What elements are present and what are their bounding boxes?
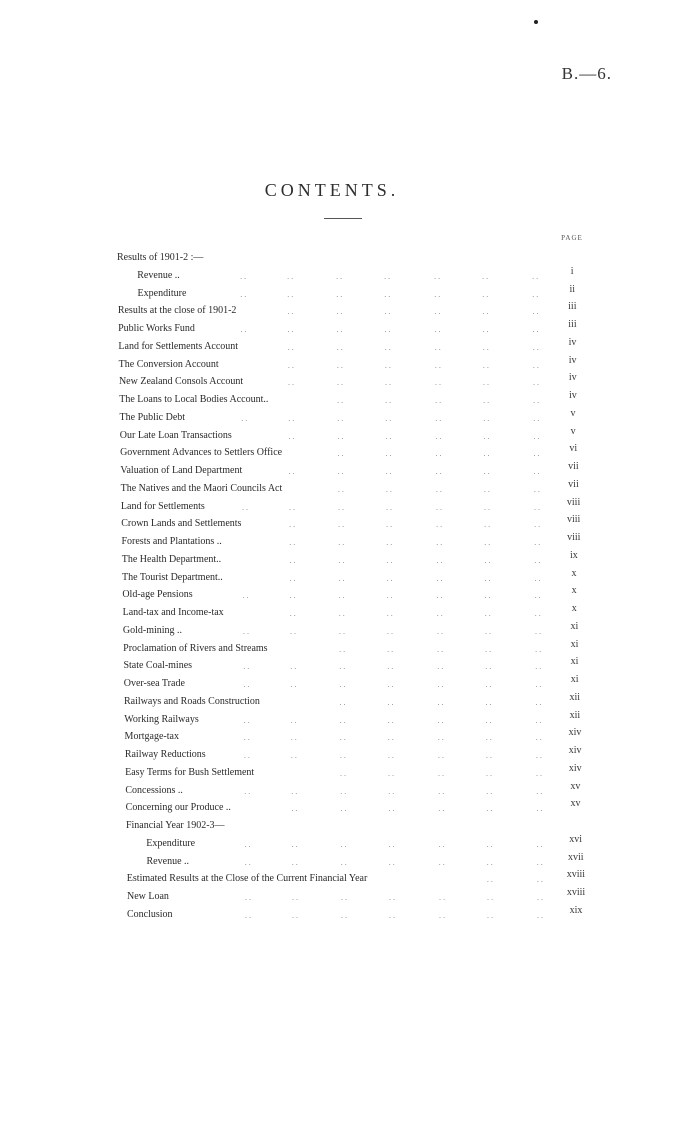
toc-entry-page: vii bbox=[568, 478, 579, 490]
toc-entry-page: x bbox=[571, 567, 577, 579]
toc-entry: The Public Debt . . . . . . . . . . . . . . v bbox=[0, 410, 700, 426]
toc-entry-title: The Health Department.. bbox=[121, 553, 222, 565]
toc-entry: New Zealand Consols Account . . . . . . . . . . . . iv bbox=[0, 374, 700, 390]
toc-entry-title: Land for Settlements bbox=[120, 500, 205, 512]
toc-entry-page: xv bbox=[570, 780, 581, 792]
page-title: CONTENTS. bbox=[264, 180, 400, 200]
toc-entry: Working Railways . . . . . . . . . . . . . . xii bbox=[0, 712, 700, 728]
toc-entry-page: xvi bbox=[569, 833, 583, 845]
toc-entry-title: Public Works Fund bbox=[118, 323, 195, 334]
toc-entry: Land for Settlements . . . . . . . . . . . . . . viii bbox=[0, 499, 700, 515]
toc-entry: The Loans to Local Bodies Account.. . . . . . . . . . . iv bbox=[0, 392, 700, 408]
toc-entry-page: v bbox=[570, 407, 576, 419]
toc-entry-title: Concessions .. bbox=[125, 784, 183, 796]
toc-entry-page: xi bbox=[570, 674, 579, 685]
toc-entry-page: xv bbox=[570, 798, 581, 810]
toc-entry: Forests and Plantations .. . . . . . . . . . . . . viii bbox=[0, 534, 700, 550]
toc-entry-page: iv bbox=[569, 390, 577, 401]
toc-entry-title: State Coal-mines bbox=[123, 660, 193, 672]
toc-entry-page: xi bbox=[570, 656, 579, 668]
toc-entry-page: xi bbox=[570, 638, 579, 650]
toc-entry-page: xi bbox=[570, 620, 579, 632]
toc-entry-title: Proclamation of Rivers and Streams bbox=[123, 642, 268, 654]
toc-entry-page: xiv bbox=[568, 727, 582, 739]
toc-entry-page: xviii bbox=[566, 869, 586, 881]
toc-entry-page: viii bbox=[566, 496, 581, 508]
toc-entry-page: xiv bbox=[568, 762, 582, 774]
toc-entry: Results at the close of 1901-2 . . . . . . . . . . . . iii bbox=[0, 303, 700, 319]
toc-entry: Railway Reductions . . . . . . . . . . . . . . xiv bbox=[0, 747, 700, 763]
toc-entry bbox=[0, 250, 700, 266]
toc-entry-title: Over-sea Trade bbox=[123, 678, 185, 689]
toc-entry-page: iv bbox=[568, 354, 577, 366]
toc-entry: New Loan . . . . . . . . . . . . . . xviii bbox=[0, 889, 700, 905]
toc-entry: Proclamation of Rivers and Streams . . . . . . . . . . xi bbox=[0, 641, 700, 657]
toc-entry: Railways and Roads Construction . . . . . . . . . . xii bbox=[0, 694, 700, 710]
toc-entry-title: Financial Year 1902-3— bbox=[125, 820, 225, 831]
toc-entry: Land-tax and Income-tax . . . . . . . . . . . . x bbox=[0, 605, 700, 621]
toc-entry: Our Late Loan Transactions . . . . . . . . . . . . v bbox=[0, 428, 700, 444]
toc-entry-page: ix bbox=[570, 549, 578, 561]
toc-entry-title: Working Railways bbox=[124, 713, 199, 725]
toc-entry-title: The Public Debt bbox=[119, 411, 186, 423]
toc-entry: The Conversion Account . . . . . . . . . . . . iv bbox=[0, 357, 700, 373]
toc-entry-page: xiv bbox=[568, 745, 582, 756]
toc-entry: Government Advances to Settlers Office . . . . . . . . . . vi bbox=[0, 445, 700, 461]
toc-entry-title: Easy Terms for Bush Settlement bbox=[125, 766, 255, 778]
toc-entry-page: xix bbox=[569, 904, 583, 916]
toc-entry-page: xii bbox=[569, 709, 581, 721]
toc-entry: Expenditure . . . . . . . . . . . . . . xvi bbox=[0, 836, 700, 852]
toc-entry: The Tourist Department.. . . . . . . . . . . . . x bbox=[0, 570, 700, 586]
toc-entry-page: viii bbox=[567, 532, 581, 543]
toc-entry: Expenditure . . . . . . . . . . . . . . ii bbox=[0, 286, 700, 302]
toc-entry-page: vii bbox=[568, 461, 579, 472]
toc-entry-page: xii bbox=[569, 691, 581, 703]
toc-entry: The Natives and the Maori Councils Act . . . . . . . . . . vii bbox=[0, 481, 700, 497]
toc-entry-title: Crown Lands and Settlements bbox=[121, 518, 242, 530]
toc-entry-title: The Loans to Local Bodies Account.. bbox=[119, 394, 269, 405]
toc-entry-page: iv bbox=[568, 336, 577, 348]
toc-entry-title: Results of 1901-2 :— bbox=[117, 252, 204, 263]
toc-entry-title: Old-age Pensions bbox=[122, 589, 193, 601]
toc-entry-title: New Loan bbox=[127, 891, 169, 902]
toc-entry: Concerning our Produce .. . . . . . . . . . . . . xv bbox=[0, 800, 700, 816]
toc-entry: Old-age Pensions . . . . . . . . . . . . . . x bbox=[0, 587, 700, 603]
toc-entry-title: Revenue .. bbox=[146, 855, 190, 867]
toc-entry-title: Railway Reductions bbox=[124, 749, 206, 760]
toc-entry-title: Government Advances to Settlers Office bbox=[120, 447, 283, 459]
toc-entry: Valuation of Land Department . . . . . . . . . . . . vii bbox=[0, 463, 700, 479]
toc-entry: Estimated Results at the Close of the Current Financial Year . . . . xviii bbox=[0, 871, 700, 887]
toc-entry: Public Works Fund . . . . . . . . . . . . . . iii bbox=[0, 321, 700, 337]
toc-entry-title: Expenditure bbox=[137, 287, 187, 299]
toc-entry: Concessions .. . . . . . . . . . . . . . . xv bbox=[0, 783, 700, 799]
toc-entry: State Coal-mines . . . . . . . . . . . . . . xi bbox=[0, 658, 700, 674]
toc-entry-title: Valuation of Land Department bbox=[120, 465, 243, 476]
toc-entry-page: xvii bbox=[568, 851, 584, 863]
toc-entry-title: Railways and Roads Construction bbox=[124, 695, 260, 707]
toc-entry-page: xviii bbox=[566, 887, 586, 898]
toc-entry: Land for Settlements Account . . . . . . . . . . . . iv bbox=[0, 339, 700, 355]
toc-entry: The Health Department.. . . . . . . . . . . . . ix bbox=[0, 552, 700, 568]
toc-entry: Crown Lands and Settlements . . . . . . . . . . . . viii bbox=[0, 516, 700, 532]
toc-entry-page: viii bbox=[567, 514, 581, 526]
toc-entry-title: Forests and Plantations .. bbox=[121, 536, 222, 547]
toc-entry-page: iv bbox=[568, 372, 577, 384]
toc-entry-page: v bbox=[570, 425, 576, 437]
toc-entry-title: The Conversion Account bbox=[118, 358, 219, 370]
toc-entry-page: x bbox=[571, 603, 577, 614]
toc-entry-title: Concerning our Produce .. bbox=[125, 802, 231, 814]
toc-entry: Easy Terms for Bush Settlement . . . . . . . . . . xiv bbox=[0, 765, 700, 781]
toc-entry-title: New Zealand Consols Account bbox=[118, 376, 244, 388]
toc-entry: Conclusion . . . . . . . . . . . . . . xix bbox=[0, 907, 700, 923]
toc-entry-page: iii bbox=[568, 301, 577, 313]
toc-entry-title: Results at the close of 1901-2 bbox=[117, 305, 237, 317]
toc-entry-title: Revenue .. bbox=[137, 269, 180, 281]
toc-entry: Revenue .. . . . . . . . . . . . . . . xvii bbox=[0, 854, 700, 870]
toc-entry-page: i bbox=[570, 265, 574, 277]
toc-entry-title: Gold-mining .. bbox=[122, 624, 183, 636]
toc-entry-page: ii bbox=[569, 283, 575, 295]
toc-entry: Gold-mining .. . . . . . . . . . . . . . . xi bbox=[0, 623, 700, 639]
toc-entry: Mortgage-tax . . . . . . . . . . . . . . xiv bbox=[0, 729, 700, 745]
toc-entry-page: x bbox=[571, 585, 577, 597]
toc-entry-page: iii bbox=[568, 319, 577, 330]
toc-entry-title: Our Late Loan Transactions bbox=[119, 429, 232, 441]
toc-entry: Revenue .. . . . . . . . . . . . . . . i bbox=[0, 268, 700, 284]
toc-entry: Over-sea Trade . . . . . . . . . . . . . . xi bbox=[0, 676, 700, 692]
toc-entry-title: Land for Settlements Account bbox=[118, 340, 239, 352]
toc-entry-title: Land-tax and Income-tax bbox=[122, 607, 224, 618]
toc-entry-page: vi bbox=[569, 443, 578, 455]
toc-entry-title: Mortgage-tax bbox=[124, 731, 179, 743]
toc-entry-title: Estimated Results at the Close of the Current Financial Year bbox=[126, 873, 368, 885]
toc-entry-title: The Tourist Department.. bbox=[122, 571, 223, 583]
toc-entry-title: The Natives and the Maori Councils Act bbox=[120, 482, 283, 494]
toc-entry-title: Conclusion bbox=[127, 908, 173, 920]
document-reference: B.—6. bbox=[561, 64, 612, 83]
toc-entry-title: Expenditure bbox=[146, 837, 196, 849]
page-column-label: PAGE bbox=[561, 234, 583, 242]
